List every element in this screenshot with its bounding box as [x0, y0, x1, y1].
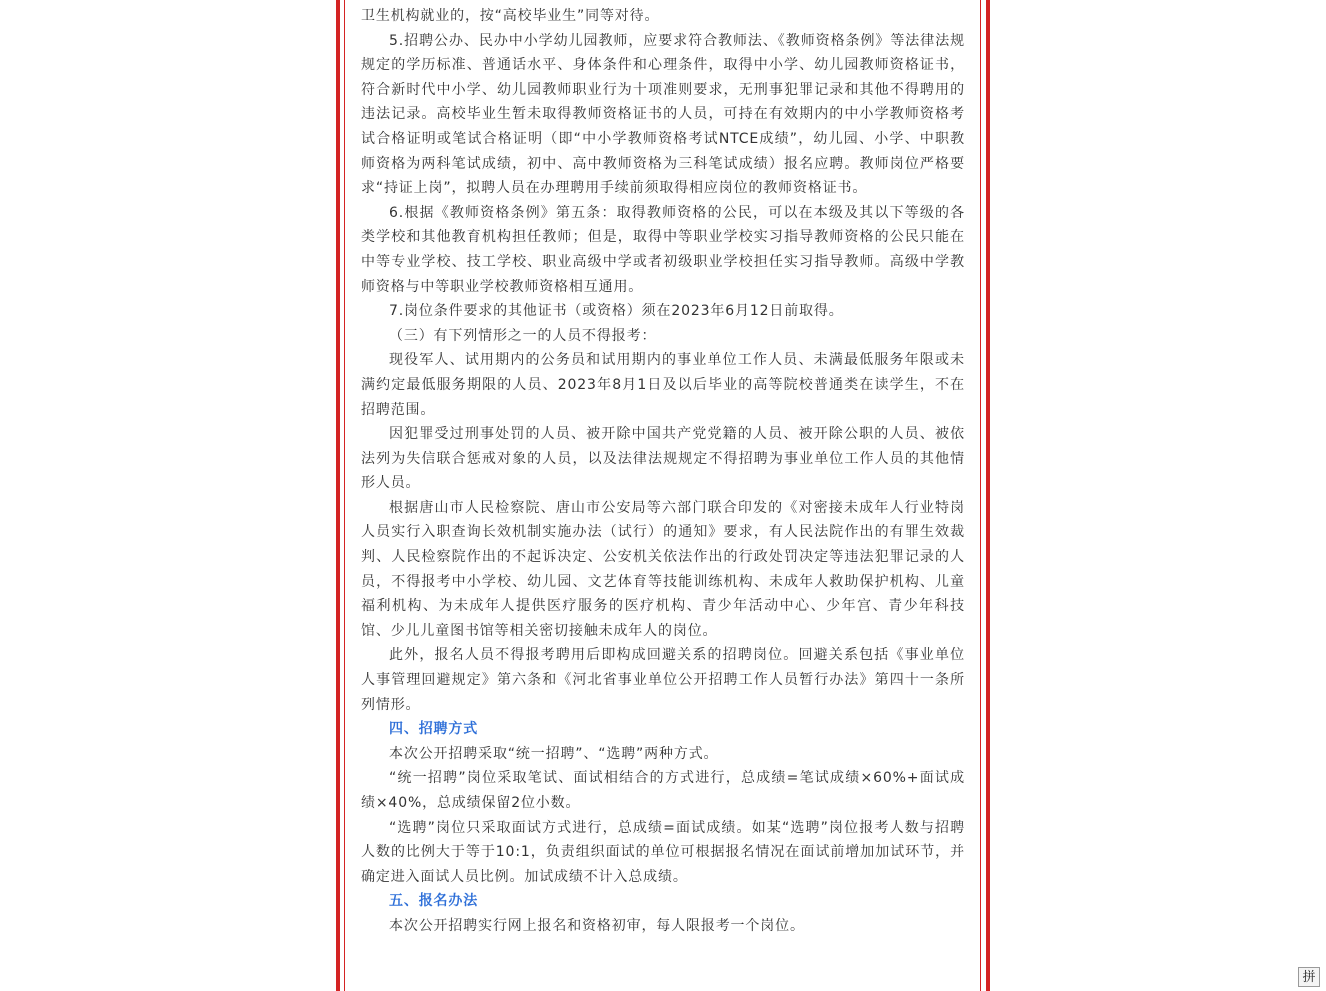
paragraph: 本次公开招聘实行网上报名和资格初审，每人限报考一个岗位。 — [389, 917, 805, 934]
paragraph: “选聘”岗位只采取面试方式进行，总成绩=面试成绩。如某“选聘”岗位报考人数与招聘人数的比例大于等于10:1，负责组织面试的单位可根据报名情况在面试前增加加试环节，并确定进入面试人员比例。加试成绩不计入总成绩。 — [361, 819, 965, 885]
paragraph: 此外，报名人员不得报考聘用后即构成回避关系的招聘岗位。回避关系包括《事业单位人事管理回避规定》第六条和《河北省事业单位公开招聘工作人员暂行办法》第四十一条所列情形。 — [361, 647, 965, 713]
article-body — [361, 4, 965, 939]
section-heading: 五、报名办法 — [389, 893, 479, 910]
paragraph: 因犯罪受过刑事处罚的人员、被开除中国共产党党籍的人员、被开除公职的人员、被依法列为失信联合惩戒对象的人员，以及法律法规规定不得招聘为事业单位工作人员的其他情形人员。 — [361, 426, 965, 492]
paragraph: 5.招聘公办、民办中小学幼儿园教师，应要求符合教师法、《教师资格条例》等法律法规规定的学历标准、普通话水平、身体条件和心理条件，取得中小学、幼儿园教师资格证书，符合新时代中小学、幼儿园教师职业行为十项准则要求，无刑事犯罪记录和其他不得聘用的违法记录。高校毕业生暂未取得教师资格证书的人员，可持在有效期内的中小学教师资格考试合格证明或笔试合格证明（即“中小学教师资格考试NTCE成绩”，幼儿园、小学、中职教师资格为两科笔试成绩，初中、高中教师资格为三科笔试成绩）报名应聘。教师岗位严格要求“持证上岗”，拟聘人员在办理聘用手续前须取得相应岗位的教师资格证书。 — [361, 32, 965, 197]
paragraph: 6.根据《教师资格条例》第五条：取得教师资格的公民，可以在本级及其以下等级的各类学校和其他教育机构担任教师；但是，取得中等职业学校实习指导教师资格的公民只能在中等专业学校、技工学校、职业高级中学或者初级职业学校担任实习指导教师。高级中学教师资格与中等职业学校教师资格相互通用。 — [361, 204, 965, 295]
frame-border-inner-left — [344, 0, 345, 991]
paragraph: 本次公开招聘采取“统一招聘”、“选聘”两种方式。 — [389, 745, 719, 762]
section-heading: 四、招聘方式 — [389, 721, 479, 738]
frame-border-inner-right — [980, 0, 981, 991]
frame-border-outer-left — [336, 0, 340, 991]
paragraph: （三）有下列情形之一的人员不得报考： — [389, 327, 657, 344]
paragraph: 根据唐山市人民检察院、唐山市公安局等六部门联合印发的《对密接未成年人行业特岗人员实行入职查询长效机制实施办法（试行）的通知》要求，有人民法院作出的有罪生效裁判、人民检察院作出的不起诉决定、公安机关依法作出的行政处罚决定等违法犯罪记录的人员，不得报考中小学校、幼儿园、文艺体育等技能训练机构、未成年人救助保护机构、儿童福利机构、为未成年人提供医疗服务的医疗机构、青少年活动中心、少年宫、青少年科技馆、少儿儿童图书馆等相关密切接触未成年人的岗位。 — [361, 499, 965, 639]
paragraph: 现役军人、试用期内的公务员和试用期内的事业单位工作人员、未满最低服务年限或未满约定最低服务期限的人员、2023年8月1日及以后毕业的高等院校普通类在读学生，不在招聘范围。 — [361, 352, 965, 418]
paragraph: “统一招聘”岗位采取笔试、面试相结合的方式进行，总成绩=笔试成绩×60%+面试成绩×40%，总成绩保留2位小数。 — [361, 770, 965, 811]
paragraph: 卫生机构就业的，按“高校毕业生”同等对待。 — [361, 8, 660, 24]
paragraph: 7.岗位条件要求的其他证书（或资格）须在2023年6月12日前取得。 — [389, 303, 844, 320]
ime-pinyin-indicator[interactable]: 拼 — [1298, 967, 1320, 987]
frame-border-outer-right — [986, 0, 990, 991]
